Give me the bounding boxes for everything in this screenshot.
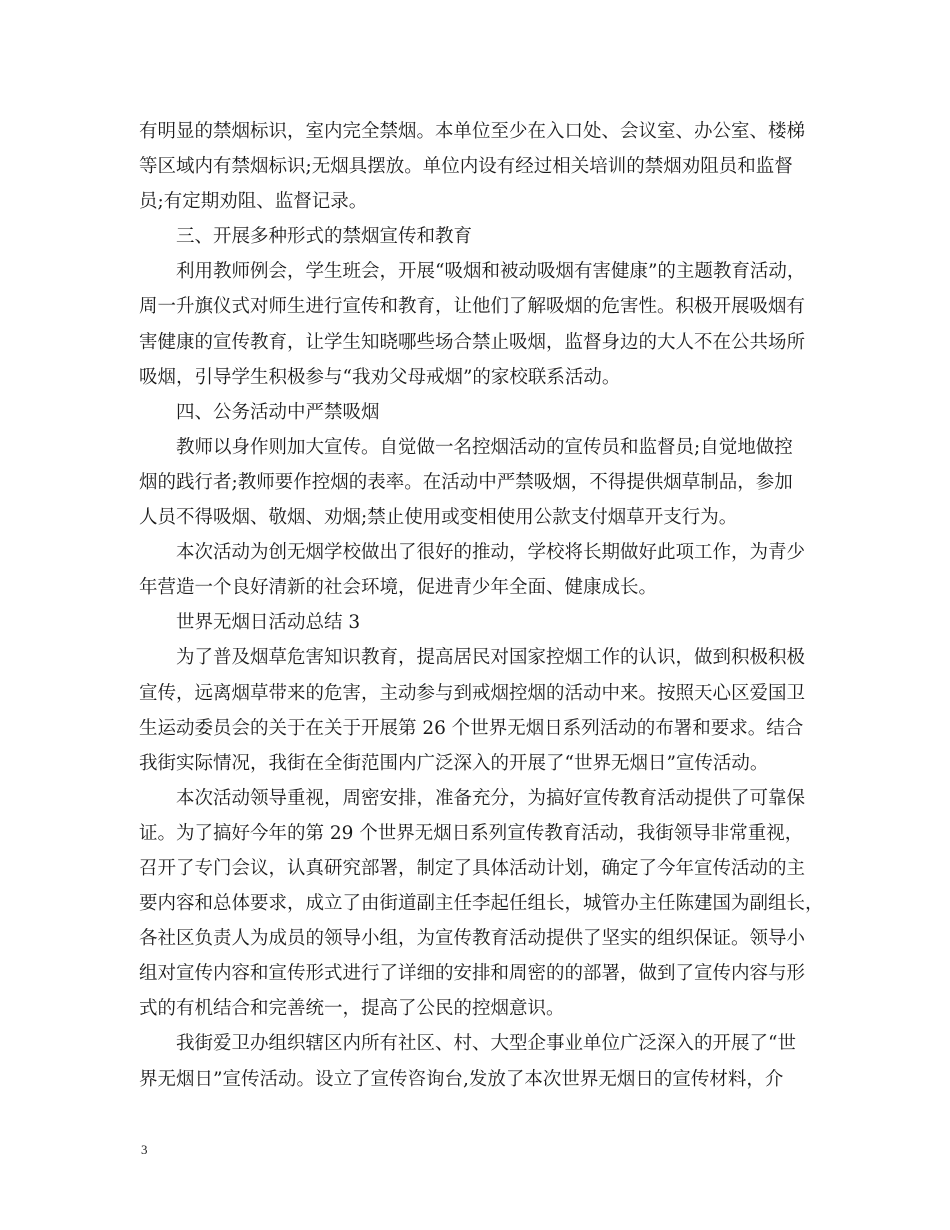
- text-line: 三、开展多种形式的禁烟宣传和教育: [176, 226, 473, 248]
- text-line: 为了普及烟草危害知识教育，提高居民对国家控烟工作的认识，做到积极积极: [176, 647, 806, 669]
- text-line: 员;有定期劝阻、监督记录。: [139, 191, 368, 213]
- text-line: 人员不得吸烟、敬烟、劝烟;禁止使用或变相使用公款支付烟草开支行为。: [139, 507, 738, 529]
- text-line: 证。为了搞好今年的第 29 个世界无烟日系列宣传教育活动，我街领导非常重视，: [139, 822, 804, 844]
- text-line: 吸烟，引导学生积极参与“我劝父母戒烟”的家校联系活动。: [139, 366, 621, 388]
- text-line: 有明显的禁烟标识，室内完全禁烟。本单位至少在入口处、会议室、办公室、楼梯: [139, 121, 806, 142]
- text-line: 要内容和总体要求，成立了由街道副主任李起任组长，城管办主任陈建国为副组长，: [139, 893, 824, 915]
- text-line: 害健康的宣传教育，让学生知晓哪些场合禁止吸烟，监督身边的大人不在公共场所: [139, 331, 806, 353]
- text-line: 式的有机结合和完善统一，提高了公民的控烟意识。: [139, 998, 565, 1020]
- page-number: 3: [141, 1142, 148, 1157]
- text-line: 四、公务活动中严禁吸烟: [176, 401, 380, 423]
- text-line: 年营造一个良好清新的社会环境，促进青少年全面、健康成长。: [139, 577, 658, 599]
- text-line: 教师以身作则加大宣传。自觉做一名控烟活动的宣传员和监督员;自觉地做控: [176, 436, 793, 458]
- text-line: 等区域内有禁烟标识;无烟具摆放。单位内设有经过相关培训的禁烟劝阻员和监督: [139, 156, 793, 178]
- text-line: 生运动委员会的关于在关于开展第 26 个世界无烟日系列活动的布署和要求。结合: [139, 717, 804, 739]
- text-line: 烟的践行者;教师要作控烟的表率。在活动中严禁吸烟，不得提供烟草制品，参加: [139, 471, 793, 493]
- text-line: 组对宣传内容和宣传形式进行了详细的安排和周密的的部署，做到了宣传内容与形: [139, 963, 806, 985]
- text-line: 我街实际情况，我街在全街范围内广泛深入的开展了“世界无烟日”宣传活动。: [139, 752, 769, 774]
- text-line: 本次活动领导重视，周密安排，准备充分，为搞好宣传教育活动提供了可靠保: [176, 787, 806, 809]
- text-line: 我街爱卫办组织辖区内所有社区、村、大型企事业单位广泛深入的开展了“世: [176, 1033, 796, 1055]
- text-line: 周一升旗仪式对师生进行宣传和教育，让他们了解吸烟的危害性。积极开展吸烟有: [139, 296, 806, 318]
- text-line: 宣传，远离烟草带来的危害，主动参与到戒烟控烟的活动中来。按照天心区爱国卫: [139, 682, 806, 704]
- text-line: 界无烟日”宣传活动。设立了宣传咨询台,发放了本次世界无烟日的宣传材料，介: [139, 1068, 784, 1090]
- text-line: 本次活动为创无烟学校做出了很好的推动，学校将长期做好此项工作，为青少: [176, 542, 806, 564]
- text-line: 世界无烟日活动总结 3: [176, 612, 361, 634]
- document-body: [139, 114, 824, 1097]
- text-line: 召开了专门会议，认真研究部署，制定了具体活动计划，确定了今年宣传活动的主: [139, 857, 806, 879]
- text-line: 利用教师例会，学生班会，开展“吸烟和被动吸烟有害健康”的主题教育活动，: [176, 261, 806, 283]
- text-line: 各社区负责人为成员的领导小组，为宣传教育活动提供了坚实的组织保证。领导小: [139, 928, 806, 950]
